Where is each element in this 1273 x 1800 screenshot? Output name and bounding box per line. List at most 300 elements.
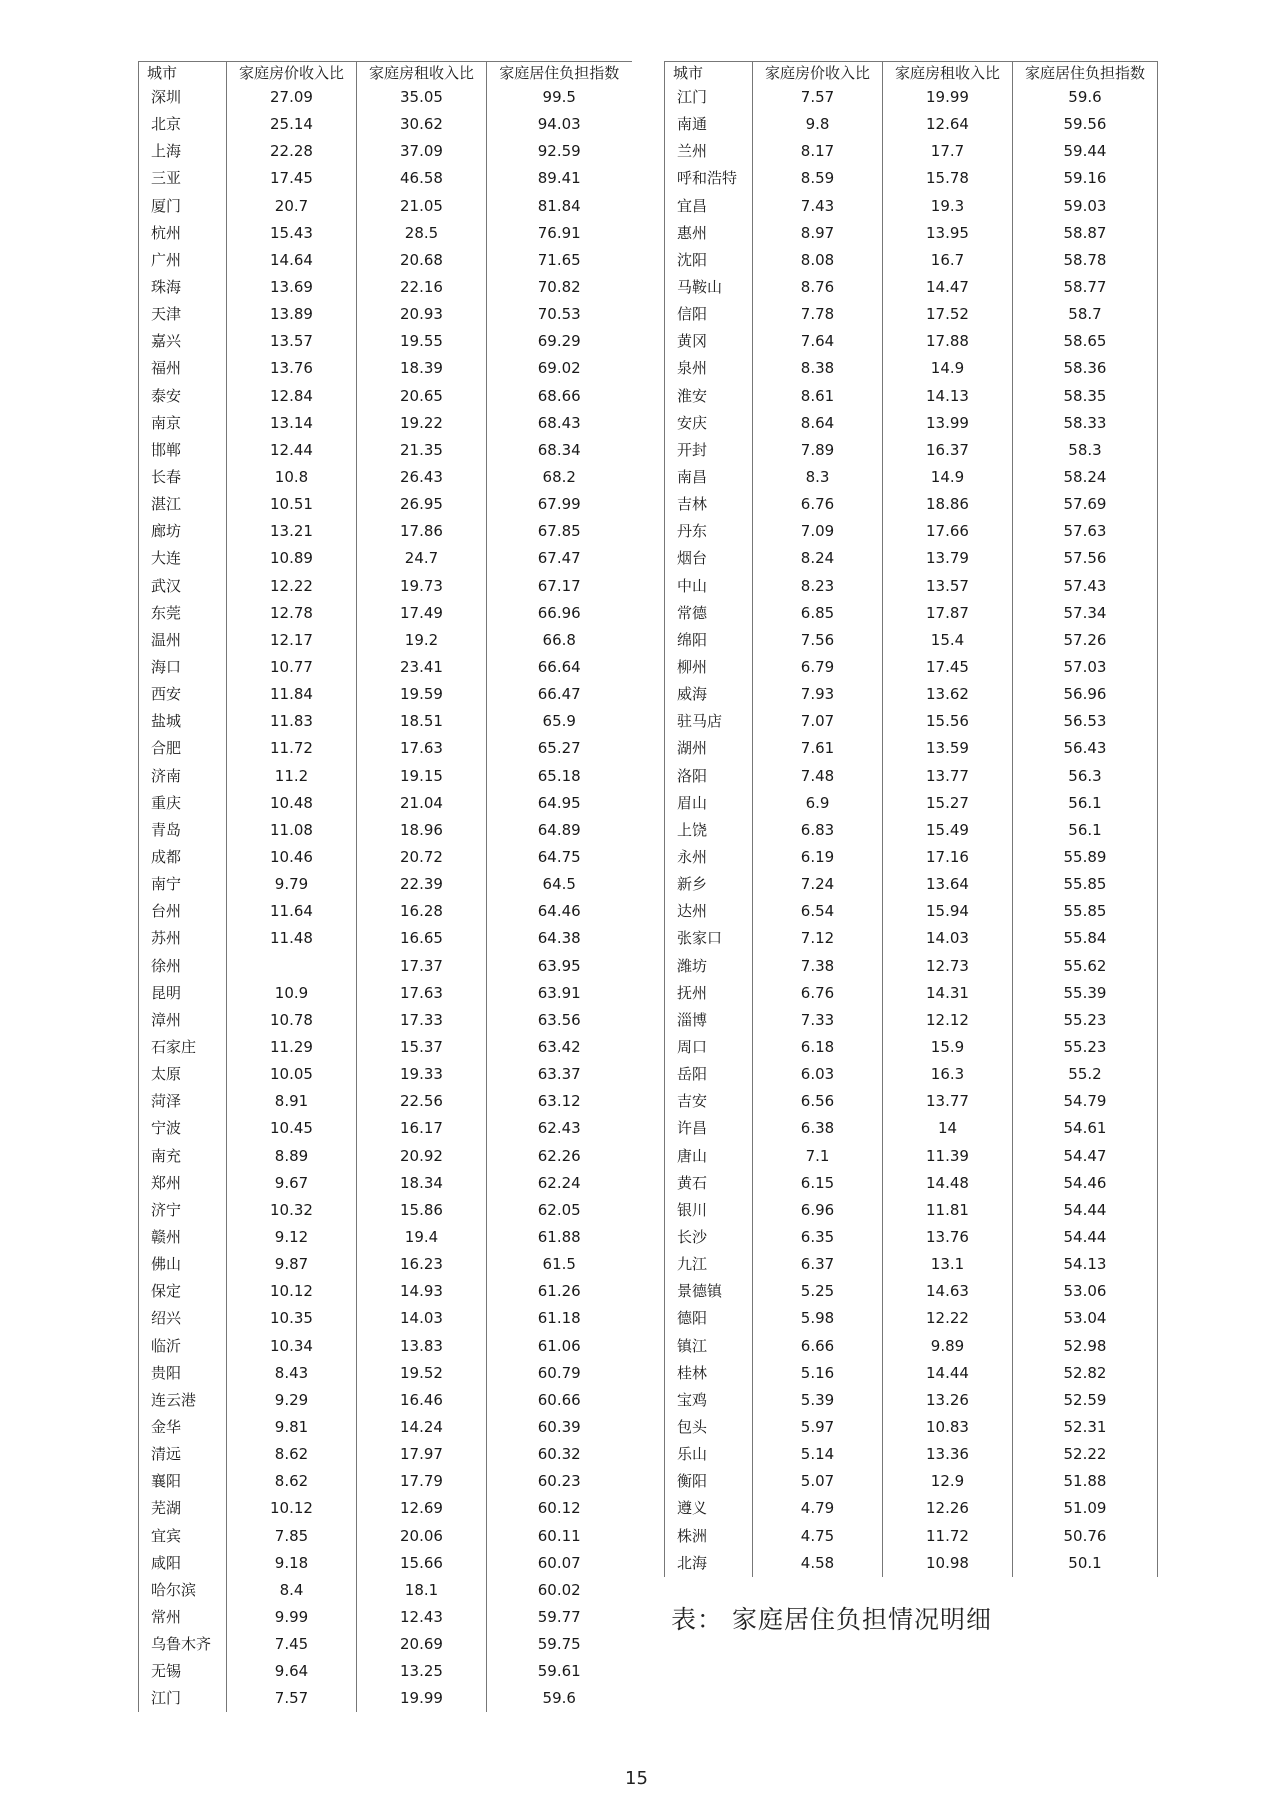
cell-rent-income-ratio: 17.16 (883, 844, 1013, 871)
cell-rent-income-ratio: 16.3 (883, 1061, 1013, 1088)
cell-price-income-ratio: 12.22 (227, 573, 357, 600)
cell-city: 杭州 (139, 220, 227, 247)
cell-price-income-ratio: 9.29 (227, 1387, 357, 1414)
table-row (139, 1522, 632, 1549)
cell-city: 绍兴 (139, 1305, 227, 1332)
cell-city: 开封 (665, 437, 753, 464)
cell-rent-income-ratio: 16.28 (357, 898, 487, 925)
cell-city: 海口 (139, 654, 227, 681)
cell-price-income-ratio: 13.57 (227, 328, 357, 355)
cell-price-income-ratio: 7.48 (753, 763, 883, 790)
cell-rent-income-ratio: 13.36 (883, 1441, 1013, 1468)
cell-price-income-ratio: 7.33 (753, 1007, 883, 1034)
cell-city: 岳阳 (665, 1061, 753, 1088)
table-row (139, 464, 632, 491)
table-row (665, 898, 1158, 925)
cell-housing-burden-index: 56.43 (1013, 735, 1158, 762)
cell-rent-income-ratio: 19.52 (357, 1360, 487, 1387)
cell-price-income-ratio: 7.1 (753, 1142, 883, 1169)
cell-rent-income-ratio: 12.9 (883, 1468, 1013, 1495)
cell-rent-income-ratio: 9.89 (883, 1332, 1013, 1359)
table-row (139, 1197, 632, 1224)
header-price-income-ratio: 家庭房价收入比 (753, 62, 883, 85)
cell-city: 九江 (665, 1251, 753, 1278)
cell-city: 昆明 (139, 980, 227, 1007)
table-row (665, 708, 1158, 735)
cell-price-income-ratio: 12.78 (227, 600, 357, 627)
cell-price-income-ratio: 10.45 (227, 1115, 357, 1142)
cell-rent-income-ratio: 37.09 (357, 138, 487, 165)
table-row (139, 1061, 632, 1088)
cell-price-income-ratio: 5.39 (753, 1387, 883, 1414)
cell-price-income-ratio: 15.43 (227, 220, 357, 247)
cell-price-income-ratio: 6.19 (753, 844, 883, 871)
table-row (665, 1007, 1158, 1034)
cell-housing-burden-index: 62.26 (487, 1142, 632, 1169)
cell-price-income-ratio: 11.84 (227, 681, 357, 708)
cell-housing-burden-index: 69.29 (487, 328, 632, 355)
cell-city: 武汉 (139, 573, 227, 600)
cell-housing-burden-index: 68.2 (487, 464, 632, 491)
cell-rent-income-ratio: 12.73 (883, 953, 1013, 980)
cell-housing-burden-index: 94.03 (487, 111, 632, 138)
cell-price-income-ratio: 7.24 (753, 871, 883, 898)
table-row (665, 654, 1158, 681)
cell-city: 贵阳 (139, 1360, 227, 1387)
cell-housing-burden-index: 63.12 (487, 1088, 632, 1115)
cell-city: 大连 (139, 545, 227, 572)
cell-price-income-ratio: 6.18 (753, 1034, 883, 1061)
cell-rent-income-ratio: 16.37 (883, 437, 1013, 464)
cell-rent-income-ratio: 18.34 (357, 1170, 487, 1197)
cell-rent-income-ratio: 17.33 (357, 1007, 487, 1034)
cell-price-income-ratio: 10.78 (227, 1007, 357, 1034)
cell-city: 合肥 (139, 735, 227, 762)
cell-housing-burden-index: 99.5 (487, 84, 632, 111)
cell-housing-burden-index: 50.76 (1013, 1522, 1158, 1549)
cell-city: 桂林 (665, 1360, 753, 1387)
cell-city: 绵阳 (665, 627, 753, 654)
cell-housing-burden-index: 59.44 (1013, 138, 1158, 165)
cell-price-income-ratio: 8.43 (227, 1360, 357, 1387)
cell-housing-burden-index: 52.31 (1013, 1414, 1158, 1441)
cell-housing-burden-index: 92.59 (487, 138, 632, 165)
table-header-row (665, 62, 1158, 85)
cell-city: 广州 (139, 247, 227, 274)
cell-city: 江门 (139, 1685, 227, 1712)
cell-rent-income-ratio: 17.86 (357, 518, 487, 545)
cell-price-income-ratio: 7.78 (753, 301, 883, 328)
table-row (139, 165, 632, 192)
cell-housing-burden-index: 62.43 (487, 1115, 632, 1142)
cell-price-income-ratio: 6.54 (753, 898, 883, 925)
cell-housing-burden-index: 60.23 (487, 1468, 632, 1495)
cell-rent-income-ratio: 16.46 (357, 1387, 487, 1414)
cell-rent-income-ratio: 16.17 (357, 1115, 487, 1142)
cell-price-income-ratio: 10.89 (227, 545, 357, 572)
cell-rent-income-ratio: 19.33 (357, 1061, 487, 1088)
table-row (665, 220, 1158, 247)
cell-rent-income-ratio: 12.69 (357, 1495, 487, 1522)
cell-price-income-ratio: 10.34 (227, 1332, 357, 1359)
cell-rent-income-ratio: 19.2 (357, 627, 487, 654)
table-row (665, 1061, 1158, 1088)
cell-rent-income-ratio: 18.96 (357, 817, 487, 844)
cell-housing-burden-index: 57.34 (1013, 600, 1158, 627)
cell-city: 哈尔滨 (139, 1577, 227, 1604)
table-row (665, 790, 1158, 817)
cell-city: 南京 (139, 410, 227, 437)
cell-city: 湛江 (139, 491, 227, 518)
cell-rent-income-ratio: 18.39 (357, 355, 487, 382)
table-row (665, 844, 1158, 871)
cell-housing-burden-index: 51.88 (1013, 1468, 1158, 1495)
cell-city: 周口 (665, 1034, 753, 1061)
cell-housing-burden-index: 67.85 (487, 518, 632, 545)
cell-rent-income-ratio: 19.99 (357, 1685, 487, 1712)
cell-rent-income-ratio: 13.83 (357, 1332, 487, 1359)
cell-city: 济宁 (139, 1197, 227, 1224)
cell-price-income-ratio: 9.64 (227, 1658, 357, 1685)
cell-price-income-ratio: 6.76 (753, 491, 883, 518)
table-row (665, 1115, 1158, 1142)
cell-city: 上饶 (665, 817, 753, 844)
cell-price-income-ratio: 13.69 (227, 274, 357, 301)
cell-price-income-ratio: 9.8 (753, 111, 883, 138)
cell-housing-burden-index: 66.8 (487, 627, 632, 654)
table-row (139, 193, 632, 220)
cell-rent-income-ratio: 12.43 (357, 1604, 487, 1631)
cell-price-income-ratio: 8.62 (227, 1441, 357, 1468)
cell-rent-income-ratio: 15.56 (883, 708, 1013, 735)
cell-housing-burden-index: 58.7 (1013, 301, 1158, 328)
cell-housing-burden-index: 70.82 (487, 274, 632, 301)
table-row (139, 111, 632, 138)
cell-price-income-ratio: 9.18 (227, 1550, 357, 1577)
table-row (139, 1360, 632, 1387)
cell-housing-burden-index: 58.36 (1013, 355, 1158, 382)
cell-city: 驻马店 (665, 708, 753, 735)
cell-city: 银川 (665, 1197, 753, 1224)
table-row (139, 1631, 632, 1658)
cell-housing-burden-index: 66.64 (487, 654, 632, 681)
table-row (139, 735, 632, 762)
table-row (139, 1550, 632, 1577)
cell-rent-income-ratio: 14.13 (883, 383, 1013, 410)
cell-price-income-ratio: 7.57 (753, 84, 883, 111)
cell-rent-income-ratio: 16.7 (883, 247, 1013, 274)
table-row (665, 410, 1158, 437)
cell-housing-burden-index: 54.46 (1013, 1170, 1158, 1197)
cell-city: 宁波 (139, 1115, 227, 1142)
cell-rent-income-ratio: 13.79 (883, 545, 1013, 572)
cell-city: 临沂 (139, 1332, 227, 1359)
cell-city: 无锡 (139, 1658, 227, 1685)
table-row (665, 573, 1158, 600)
cell-housing-burden-index: 58.24 (1013, 464, 1158, 491)
cell-rent-income-ratio: 46.58 (357, 165, 487, 192)
cell-price-income-ratio: 10.8 (227, 464, 357, 491)
cell-housing-burden-index: 64.46 (487, 898, 632, 925)
table-row (139, 817, 632, 844)
cell-city: 马鞍山 (665, 274, 753, 301)
cell-city: 深圳 (139, 84, 227, 111)
table-row (139, 708, 632, 735)
table-row (139, 328, 632, 355)
cell-housing-burden-index: 61.06 (487, 1332, 632, 1359)
cell-city: 黄冈 (665, 328, 753, 355)
cell-price-income-ratio: 11.64 (227, 898, 357, 925)
cell-rent-income-ratio: 13.1 (883, 1251, 1013, 1278)
cell-housing-burden-index: 55.85 (1013, 898, 1158, 925)
cell-price-income-ratio: 27.09 (227, 84, 357, 111)
cell-housing-burden-index: 56.3 (1013, 763, 1158, 790)
cell-city: 衡阳 (665, 1468, 753, 1495)
cell-city: 南通 (665, 111, 753, 138)
table-row (665, 735, 1158, 762)
header-housing-burden-index: 家庭居住负担指数 (487, 62, 632, 85)
table-row (139, 1685, 632, 1712)
cell-housing-burden-index: 57.56 (1013, 545, 1158, 572)
table-header-row (139, 62, 632, 85)
cell-price-income-ratio: 6.85 (753, 600, 883, 627)
cell-housing-burden-index: 59.6 (1013, 84, 1158, 111)
table-row (665, 1088, 1158, 1115)
cell-city: 包头 (665, 1414, 753, 1441)
cell-price-income-ratio: 6.37 (753, 1251, 883, 1278)
table-row (665, 953, 1158, 980)
cell-rent-income-ratio: 20.65 (357, 383, 487, 410)
cell-rent-income-ratio: 13.77 (883, 1088, 1013, 1115)
cell-rent-income-ratio: 15.66 (357, 1550, 487, 1577)
cell-city: 天津 (139, 301, 227, 328)
table-row (665, 193, 1158, 220)
cell-housing-burden-index: 52.98 (1013, 1332, 1158, 1359)
cell-price-income-ratio: 6.96 (753, 1197, 883, 1224)
cell-price-income-ratio: 8.64 (753, 410, 883, 437)
cell-city: 咸阳 (139, 1550, 227, 1577)
cell-housing-burden-index: 59.6 (487, 1685, 632, 1712)
cell-price-income-ratio: 6.35 (753, 1224, 883, 1251)
cell-city: 西安 (139, 681, 227, 708)
table-row (139, 871, 632, 898)
cell-city: 太原 (139, 1061, 227, 1088)
cell-price-income-ratio (227, 953, 357, 980)
cell-rent-income-ratio: 14.48 (883, 1170, 1013, 1197)
cell-rent-income-ratio: 13.95 (883, 220, 1013, 247)
cell-rent-income-ratio: 35.05 (357, 84, 487, 111)
cell-price-income-ratio: 8.24 (753, 545, 883, 572)
cell-rent-income-ratio: 11.81 (883, 1197, 1013, 1224)
cell-city: 苏州 (139, 925, 227, 952)
cell-housing-burden-index: 56.1 (1013, 817, 1158, 844)
cell-city: 宝鸡 (665, 1387, 753, 1414)
cell-price-income-ratio: 20.7 (227, 193, 357, 220)
table-row (139, 925, 632, 952)
cell-city: 温州 (139, 627, 227, 654)
cell-rent-income-ratio: 14.31 (883, 980, 1013, 1007)
cell-housing-burden-index: 56.53 (1013, 708, 1158, 735)
cell-rent-income-ratio: 18.51 (357, 708, 487, 735)
page-number: 15 (625, 1768, 648, 1789)
table-row (139, 383, 632, 410)
cell-rent-income-ratio: 15.49 (883, 817, 1013, 844)
cell-housing-burden-index: 89.41 (487, 165, 632, 192)
cell-rent-income-ratio: 10.83 (883, 1414, 1013, 1441)
cell-city: 宜宾 (139, 1522, 227, 1549)
table-row (665, 301, 1158, 328)
cell-housing-burden-index: 57.69 (1013, 491, 1158, 518)
affordability-table-left (138, 61, 632, 1712)
table-row (139, 301, 632, 328)
cell-housing-burden-index: 61.5 (487, 1251, 632, 1278)
cell-housing-burden-index: 65.18 (487, 763, 632, 790)
table-row (139, 898, 632, 925)
cell-price-income-ratio: 7.89 (753, 437, 883, 464)
table-row (665, 1224, 1158, 1251)
cell-rent-income-ratio: 20.72 (357, 844, 487, 871)
cell-price-income-ratio: 7.85 (227, 1522, 357, 1549)
cell-price-income-ratio: 10.12 (227, 1495, 357, 1522)
cell-rent-income-ratio: 20.93 (357, 301, 487, 328)
table-caption: 表： 家庭居住负担情况明细 (671, 1605, 992, 1634)
table-row (665, 1360, 1158, 1387)
cell-city: 南昌 (665, 464, 753, 491)
cell-price-income-ratio: 7.61 (753, 735, 883, 762)
cell-city: 德阳 (665, 1305, 753, 1332)
cell-housing-burden-index: 58.65 (1013, 328, 1158, 355)
cell-price-income-ratio: 8.59 (753, 165, 883, 192)
cell-price-income-ratio: 11.48 (227, 925, 357, 952)
cell-price-income-ratio: 7.09 (753, 518, 883, 545)
table-row (665, 437, 1158, 464)
table-row (665, 111, 1158, 138)
cell-price-income-ratio: 12.84 (227, 383, 357, 410)
table-row (139, 491, 632, 518)
cell-price-income-ratio: 7.57 (227, 1685, 357, 1712)
cell-price-income-ratio: 8.17 (753, 138, 883, 165)
cell-rent-income-ratio: 24.7 (357, 545, 487, 572)
cell-price-income-ratio: 14.64 (227, 247, 357, 274)
cell-city: 洛阳 (665, 763, 753, 790)
cell-city: 湖州 (665, 735, 753, 762)
cell-city: 廊坊 (139, 518, 227, 545)
cell-housing-burden-index: 60.07 (487, 1550, 632, 1577)
cell-housing-burden-index: 61.26 (487, 1278, 632, 1305)
cell-housing-burden-index: 55.2 (1013, 1061, 1158, 1088)
cell-price-income-ratio: 8.23 (753, 573, 883, 600)
cell-price-income-ratio: 7.56 (753, 627, 883, 654)
table-row (139, 437, 632, 464)
cell-rent-income-ratio: 15.37 (357, 1034, 487, 1061)
cell-city: 宜昌 (665, 193, 753, 220)
cell-rent-income-ratio: 12.64 (883, 111, 1013, 138)
cell-rent-income-ratio: 14.9 (883, 355, 1013, 382)
cell-housing-burden-index: 55.23 (1013, 1034, 1158, 1061)
cell-rent-income-ratio: 22.16 (357, 274, 487, 301)
cell-city: 常德 (665, 600, 753, 627)
cell-rent-income-ratio: 19.22 (357, 410, 487, 437)
cell-price-income-ratio: 10.12 (227, 1278, 357, 1305)
cell-rent-income-ratio: 13.25 (357, 1658, 487, 1685)
cell-city: 吉林 (665, 491, 753, 518)
cell-city: 成都 (139, 844, 227, 871)
cell-city: 漳州 (139, 1007, 227, 1034)
cell-city: 保定 (139, 1278, 227, 1305)
cell-city: 郑州 (139, 1170, 227, 1197)
cell-city: 中山 (665, 573, 753, 600)
cell-housing-burden-index: 67.99 (487, 491, 632, 518)
table-row (665, 1305, 1158, 1332)
cell-city: 菏泽 (139, 1088, 227, 1115)
table-row (139, 1278, 632, 1305)
cell-price-income-ratio: 7.38 (753, 953, 883, 980)
cell-city: 江门 (665, 84, 753, 111)
table-row (139, 1224, 632, 1251)
cell-city: 呼和浩特 (665, 165, 753, 192)
cell-rent-income-ratio: 15.94 (883, 898, 1013, 925)
cell-rent-income-ratio: 17.79 (357, 1468, 487, 1495)
cell-city: 金华 (139, 1414, 227, 1441)
table-row (139, 627, 632, 654)
cell-price-income-ratio: 11.2 (227, 763, 357, 790)
cell-city: 烟台 (665, 545, 753, 572)
cell-rent-income-ratio: 17.52 (883, 301, 1013, 328)
cell-price-income-ratio: 12.44 (227, 437, 357, 464)
cell-rent-income-ratio: 13.76 (883, 1224, 1013, 1251)
table-row (139, 1387, 632, 1414)
header-price-income-ratio: 家庭房价收入比 (227, 62, 357, 85)
cell-price-income-ratio: 4.79 (753, 1495, 883, 1522)
cell-housing-burden-index: 54.13 (1013, 1251, 1158, 1278)
table-row (665, 464, 1158, 491)
cell-housing-burden-index: 55.89 (1013, 844, 1158, 871)
cell-rent-income-ratio: 14.44 (883, 1360, 1013, 1387)
cell-housing-burden-index: 59.75 (487, 1631, 632, 1658)
cell-city: 抚州 (665, 980, 753, 1007)
cell-price-income-ratio: 13.21 (227, 518, 357, 545)
cell-rent-income-ratio: 13.59 (883, 735, 1013, 762)
cell-rent-income-ratio: 17.7 (883, 138, 1013, 165)
cell-city: 乌鲁木齐 (139, 1631, 227, 1658)
cell-rent-income-ratio: 17.45 (883, 654, 1013, 681)
cell-rent-income-ratio: 16.23 (357, 1251, 487, 1278)
cell-price-income-ratio: 8.89 (227, 1142, 357, 1169)
cell-rent-income-ratio: 12.22 (883, 1305, 1013, 1332)
table-row (665, 1414, 1158, 1441)
cell-city: 东莞 (139, 600, 227, 627)
cell-city: 柳州 (665, 654, 753, 681)
cell-price-income-ratio: 8.97 (753, 220, 883, 247)
cell-price-income-ratio: 7.45 (227, 1631, 357, 1658)
cell-rent-income-ratio: 22.56 (357, 1088, 487, 1115)
cell-rent-income-ratio: 17.88 (883, 328, 1013, 355)
cell-city: 上海 (139, 138, 227, 165)
cell-housing-burden-index: 70.53 (487, 301, 632, 328)
cell-housing-burden-index: 54.47 (1013, 1142, 1158, 1169)
cell-rent-income-ratio: 10.98 (883, 1550, 1013, 1577)
cell-price-income-ratio: 6.66 (753, 1332, 883, 1359)
cell-housing-burden-index: 60.66 (487, 1387, 632, 1414)
cell-housing-burden-index: 60.79 (487, 1360, 632, 1387)
table-row (665, 1522, 1158, 1549)
table-row (665, 165, 1158, 192)
cell-rent-income-ratio: 11.72 (883, 1522, 1013, 1549)
cell-housing-burden-index: 56.1 (1013, 790, 1158, 817)
cell-price-income-ratio: 10.9 (227, 980, 357, 1007)
cell-rent-income-ratio: 17.37 (357, 953, 487, 980)
cell-rent-income-ratio: 12.12 (883, 1007, 1013, 1034)
